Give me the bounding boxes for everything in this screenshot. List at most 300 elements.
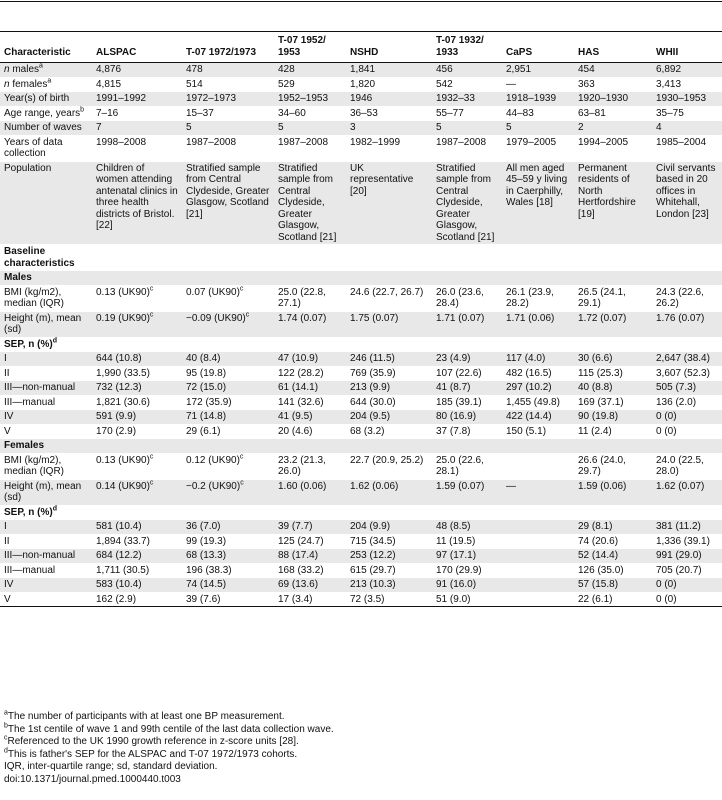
cell-value: 11 (2.4) bbox=[578, 425, 612, 437]
table-cell bbox=[502, 63, 574, 78]
cell-value: 63–81 bbox=[578, 107, 606, 119]
section-row bbox=[0, 245, 722, 271]
table-cell bbox=[432, 285, 502, 311]
table-cell bbox=[574, 479, 652, 505]
cell-value: 90 (19.8) bbox=[578, 411, 619, 422]
table-cell bbox=[432, 245, 502, 271]
cell-value: 2 bbox=[578, 122, 584, 133]
cell-value: 1952–1953 bbox=[278, 93, 329, 104]
table-cell bbox=[92, 92, 182, 107]
table-cell bbox=[346, 106, 432, 121]
table-cell bbox=[274, 549, 346, 564]
table-cell bbox=[502, 395, 574, 410]
table-cell bbox=[346, 453, 432, 479]
table-cell bbox=[652, 578, 722, 593]
cohort-characteristics-table bbox=[0, 31, 722, 607]
table-cell bbox=[274, 563, 346, 578]
footnote-marker: c bbox=[245, 311, 250, 319]
table-cell bbox=[182, 395, 274, 410]
cell-value: 0.12 (UK90) bbox=[186, 454, 240, 466]
cell-value: 24.6 (22.7, 26.7) bbox=[350, 286, 424, 298]
table-cell bbox=[274, 121, 346, 136]
row-label bbox=[0, 106, 92, 121]
footnote-text: The number of participants with at least one BP measurement. bbox=[7, 711, 285, 722]
cell-value: 514 bbox=[186, 78, 203, 90]
cell-value: 297 (10.2) bbox=[506, 382, 552, 393]
cell-value: 482 (16.5) bbox=[506, 367, 552, 379]
cell-value: 71 (14.8) bbox=[186, 411, 227, 422]
table-cell bbox=[652, 395, 722, 410]
table-cell bbox=[92, 63, 182, 78]
cell-value: 23 (4.9) bbox=[436, 353, 471, 364]
table-cell bbox=[652, 92, 722, 107]
table-cell bbox=[432, 366, 502, 381]
row-label-text: Baseline characteristics bbox=[4, 246, 75, 269]
row-label bbox=[0, 505, 92, 520]
cell-value: 1998–2008 bbox=[96, 136, 147, 148]
cell-value: 80 (16.9) bbox=[436, 411, 477, 422]
row-label-text: III—non-manual bbox=[4, 382, 76, 393]
table-cell bbox=[274, 479, 346, 505]
row-label-italic: n bbox=[4, 78, 10, 90]
table-cell bbox=[652, 549, 722, 564]
table-row bbox=[0, 311, 722, 337]
cell-value: 1,455 (49.8) bbox=[506, 396, 560, 408]
footnote-marker: b bbox=[80, 106, 85, 114]
cell-value: 1932–33 bbox=[436, 93, 475, 104]
cell-value: 23.2 (21.3, 26.0) bbox=[278, 454, 326, 477]
cell-value: 26.5 (24.1, 29.1) bbox=[578, 286, 626, 309]
table-cell bbox=[346, 271, 432, 286]
cell-value: 169 (37.1) bbox=[578, 396, 624, 408]
footnote-text: This is father's SEP for the ALSPAC and T-07 1972/1973 cohorts. bbox=[7, 748, 298, 760]
cell-value: 91 (16.0) bbox=[436, 579, 477, 590]
cell-value: 34–60 bbox=[278, 107, 306, 119]
cell-value: 583 (10.4) bbox=[96, 579, 142, 590]
table-cell bbox=[574, 245, 652, 271]
table-cell bbox=[92, 366, 182, 381]
row-label-text: Height (m), mean (sd) bbox=[4, 312, 82, 335]
cell-value: 204 (9.9) bbox=[350, 521, 391, 532]
table-cell bbox=[92, 337, 182, 352]
table-cell bbox=[92, 77, 182, 92]
cell-value: 55–77 bbox=[436, 107, 464, 119]
cell-value: 1987–2008 bbox=[278, 136, 329, 148]
cell-value: 0 (0) bbox=[656, 579, 677, 590]
cell-value: 1982–1999 bbox=[350, 136, 401, 148]
cell-value: Stratified sample from Central Clydeside, Greater Glasgow, Scotland [21] bbox=[278, 162, 337, 243]
table-cell bbox=[92, 424, 182, 439]
cell-value: 48 (8.5) bbox=[436, 521, 471, 532]
cell-value: 478 bbox=[186, 64, 203, 75]
footnote-marker: c bbox=[239, 285, 244, 293]
cell-value: 591 (9.9) bbox=[96, 411, 137, 422]
row-label-text: Population bbox=[4, 162, 52, 174]
row-label-text: Males bbox=[4, 272, 32, 283]
table-cell bbox=[346, 479, 432, 505]
cell-value: 107 (22.6) bbox=[436, 367, 482, 379]
cell-value: 168 (33.2) bbox=[278, 564, 324, 576]
table-cell bbox=[502, 563, 574, 578]
table-cell bbox=[574, 106, 652, 121]
table-cell bbox=[502, 106, 574, 121]
footnote-marker: c bbox=[149, 285, 154, 293]
table-cell bbox=[346, 77, 432, 92]
row-label-text: V bbox=[4, 425, 11, 437]
table-cell bbox=[92, 395, 182, 410]
table-cell bbox=[182, 106, 274, 121]
table-cell bbox=[346, 245, 432, 271]
table-cell bbox=[502, 592, 574, 607]
footnote-mark: d bbox=[4, 747, 8, 755]
table-cell bbox=[432, 135, 502, 161]
table-cell bbox=[182, 479, 274, 505]
table-cell bbox=[574, 410, 652, 425]
table-cell bbox=[92, 285, 182, 311]
cell-value: 162 (2.9) bbox=[96, 593, 137, 605]
cell-value: 136 (2.0) bbox=[656, 396, 697, 408]
footnote-marker: c bbox=[149, 453, 154, 461]
table-cell bbox=[274, 505, 346, 520]
table-cell bbox=[502, 381, 574, 396]
table-cell bbox=[502, 505, 574, 520]
row-label bbox=[0, 92, 92, 107]
table-cell bbox=[574, 77, 652, 92]
table-cell bbox=[652, 410, 722, 425]
cell-value: 11 (19.5) bbox=[436, 535, 476, 547]
cell-value: 769 (35.9) bbox=[350, 367, 396, 379]
table-cell bbox=[652, 285, 722, 311]
table-cell bbox=[274, 135, 346, 161]
cell-value: 684 (12.2) bbox=[96, 550, 142, 561]
cell-value: 24.3 (22.6, 26.2) bbox=[656, 286, 704, 309]
footnote-marker: d bbox=[52, 505, 57, 513]
table-cell bbox=[92, 161, 182, 245]
table-cell bbox=[502, 366, 574, 381]
cell-value: 1979–2005 bbox=[506, 136, 557, 148]
table-cell bbox=[432, 479, 502, 505]
cell-value: 126 (35.0) bbox=[578, 564, 624, 576]
row-label bbox=[0, 135, 92, 161]
table-cell bbox=[652, 563, 722, 578]
cell-value: 0.19 (UK90) bbox=[96, 312, 150, 324]
table-cell bbox=[182, 592, 274, 607]
row-label bbox=[0, 534, 92, 549]
column-header: Characteristic bbox=[0, 32, 92, 63]
cell-value: 35–75 bbox=[656, 107, 684, 119]
row-label bbox=[0, 520, 92, 535]
table-cell bbox=[92, 453, 182, 479]
footnote-text: IQR, inter-quartile range; sd, standard deviation. bbox=[4, 761, 218, 772]
footnote bbox=[4, 774, 334, 787]
table-cell bbox=[432, 352, 502, 367]
row-label-text: II bbox=[4, 535, 10, 547]
cell-value: 41 (9.5) bbox=[278, 411, 313, 422]
cell-value: 1930–1953 bbox=[656, 93, 707, 104]
table-row bbox=[0, 592, 722, 607]
cell-value: 0.13 (UK90) bbox=[96, 286, 150, 298]
cell-value: 1987–2008 bbox=[186, 136, 237, 148]
table-cell bbox=[502, 424, 574, 439]
cell-value: −0.2 (UK90) bbox=[186, 480, 241, 492]
row-label-text: BMI (kg/m2), median (IQR) bbox=[4, 454, 65, 477]
cell-value: 39 (7.6) bbox=[186, 593, 221, 605]
section-row bbox=[0, 439, 722, 454]
cell-value: 1.62 (0.06) bbox=[350, 480, 399, 492]
cell-value: Stratified sample from Central Clydeside, Greater Glasgow, Scotland [21] bbox=[436, 162, 495, 243]
table-cell bbox=[502, 285, 574, 311]
column-header: NSHD bbox=[346, 32, 432, 63]
cell-value: 1.72 (0.07) bbox=[578, 312, 627, 324]
table-cell bbox=[182, 352, 274, 367]
cell-value: 68 (13.3) bbox=[186, 550, 227, 561]
table-cell bbox=[432, 337, 502, 352]
table-cell bbox=[274, 311, 346, 337]
cell-value: 52 (14.4) bbox=[578, 550, 619, 561]
row-label-text: IV bbox=[4, 579, 14, 590]
table-footnotes bbox=[4, 711, 334, 786]
cell-value: 2,951 bbox=[506, 64, 532, 75]
table-row bbox=[0, 366, 722, 381]
table-cell bbox=[182, 578, 274, 593]
cell-value: 44–83 bbox=[506, 107, 534, 119]
row-label-text: SEP, n (%) bbox=[4, 506, 53, 518]
row-label-text: males bbox=[9, 64, 40, 75]
footnote-mark: a bbox=[4, 709, 8, 717]
cell-value: 74 (14.5) bbox=[186, 579, 227, 590]
table-cell bbox=[432, 77, 502, 92]
row-label bbox=[0, 549, 92, 564]
table-cell bbox=[502, 549, 574, 564]
row-label-text: BMI (kg/m2), median (IQR) bbox=[4, 286, 65, 309]
cell-value: 991 (29.0) bbox=[656, 550, 702, 561]
table-cell bbox=[92, 592, 182, 607]
table-cell bbox=[346, 121, 432, 136]
table-cell bbox=[274, 352, 346, 367]
table-cell bbox=[346, 366, 432, 381]
table-cell bbox=[432, 106, 502, 121]
cell-value: 505 (7.3) bbox=[656, 382, 697, 393]
table-cell bbox=[274, 271, 346, 286]
footnote bbox=[4, 711, 334, 724]
cell-value: 39 (7.7) bbox=[278, 521, 313, 532]
table-cell bbox=[574, 578, 652, 593]
cell-value: 22 (6.1) bbox=[578, 593, 613, 605]
row-label-text: I bbox=[4, 353, 7, 364]
table-cell bbox=[92, 505, 182, 520]
cell-value: 26.0 (23.6, 28.4) bbox=[436, 286, 484, 309]
footnote-marker: d bbox=[52, 337, 57, 345]
cell-value: 4 bbox=[656, 122, 662, 133]
table-cell bbox=[346, 161, 432, 245]
row-label bbox=[0, 77, 92, 92]
cell-value: 542 bbox=[436, 78, 453, 90]
cell-value: 1.60 (0.06) bbox=[278, 480, 327, 492]
cell-value: 29 (8.1) bbox=[578, 521, 613, 532]
table-cell bbox=[652, 479, 722, 505]
table-cell bbox=[574, 505, 652, 520]
table-cell bbox=[432, 63, 502, 78]
footnote-marker: a bbox=[39, 62, 43, 70]
table-cell bbox=[432, 563, 502, 578]
cell-value: 40 (8.4) bbox=[186, 353, 221, 364]
table-cell bbox=[346, 63, 432, 78]
cell-value: 7–16 bbox=[96, 107, 119, 119]
table-cell bbox=[652, 135, 722, 161]
table-cell bbox=[432, 161, 502, 245]
table-cell bbox=[574, 439, 652, 454]
table-cell bbox=[432, 439, 502, 454]
cell-value: 117 (4.0) bbox=[506, 353, 546, 364]
table-cell bbox=[502, 439, 574, 454]
table-cell bbox=[652, 520, 722, 535]
cell-value: 1991–1992 bbox=[96, 93, 147, 104]
table-cell bbox=[502, 479, 574, 505]
cell-value: 36 (7.0) bbox=[186, 521, 221, 532]
cell-value: 172 (35.9) bbox=[186, 396, 232, 408]
cell-value: 2,647 (38.4) bbox=[656, 353, 710, 364]
row-label bbox=[0, 410, 92, 425]
column-header: T-07 1952/ 1953 bbox=[274, 32, 346, 63]
table-cell bbox=[502, 534, 574, 549]
cell-value: 41 (8.7) bbox=[436, 382, 471, 393]
cell-value: 428 bbox=[278, 64, 295, 75]
table-cell bbox=[274, 410, 346, 425]
table-cell bbox=[432, 592, 502, 607]
table-cell bbox=[652, 337, 722, 352]
table-cell bbox=[346, 578, 432, 593]
row-label-text: V bbox=[4, 593, 11, 605]
table-cell bbox=[574, 424, 652, 439]
table-cell bbox=[182, 285, 274, 311]
row-label bbox=[0, 352, 92, 367]
footnote bbox=[4, 724, 334, 737]
cell-value: 22.7 (20.9, 25.2) bbox=[350, 454, 424, 466]
table-cell bbox=[274, 424, 346, 439]
table-row bbox=[0, 121, 722, 136]
footnote-text: doi:10.1371/journal.pmed.1000440.t003 bbox=[4, 773, 181, 785]
table-cell bbox=[182, 534, 274, 549]
cell-value: 5 bbox=[186, 122, 192, 133]
row-label-italic: n bbox=[4, 64, 10, 75]
table-cell bbox=[502, 135, 574, 161]
table-cell bbox=[92, 563, 182, 578]
row-label-text: Females bbox=[4, 440, 45, 451]
cell-value: 6,892 bbox=[656, 64, 682, 75]
table-cell bbox=[92, 121, 182, 136]
table-cell bbox=[574, 121, 652, 136]
table-cell bbox=[92, 439, 182, 454]
table-cell bbox=[346, 563, 432, 578]
row-label bbox=[0, 563, 92, 578]
table-header-row bbox=[0, 32, 722, 63]
table-cell bbox=[432, 121, 502, 136]
cell-value: 1.76 (0.07) bbox=[656, 312, 705, 324]
column-header: ALSPAC bbox=[92, 32, 182, 63]
cell-value: 30 (6.6) bbox=[578, 353, 613, 364]
table-cell bbox=[346, 311, 432, 337]
cell-value: 715 (34.5) bbox=[350, 535, 396, 547]
cell-value: 115 (25.3) bbox=[578, 367, 623, 379]
cell-value: 29 (6.1) bbox=[186, 425, 221, 437]
table-cell bbox=[274, 92, 346, 107]
cell-value: 24.0 (22.5, 28.0) bbox=[656, 454, 704, 477]
table-cell bbox=[346, 520, 432, 535]
table-cell bbox=[346, 549, 432, 564]
table-cell bbox=[182, 245, 274, 271]
table-row bbox=[0, 63, 722, 78]
cell-value: 25.0 (22.8, 27.1) bbox=[278, 286, 326, 309]
row-label bbox=[0, 453, 92, 479]
table-cell bbox=[432, 549, 502, 564]
cell-value: 213 (9.9) bbox=[350, 382, 391, 393]
cell-value: 1,820 bbox=[350, 78, 376, 90]
table-row bbox=[0, 520, 722, 535]
table-cell bbox=[274, 106, 346, 121]
footnote bbox=[4, 749, 334, 762]
row-label-text: III—manual bbox=[4, 396, 56, 408]
table-cell bbox=[92, 479, 182, 505]
cell-value: 644 (30.0) bbox=[350, 396, 396, 408]
table-cell bbox=[274, 77, 346, 92]
cell-value: 363 bbox=[578, 78, 595, 90]
table-cell bbox=[92, 410, 182, 425]
cell-value: 615 (29.7) bbox=[350, 564, 396, 576]
cell-value: 4,876 bbox=[96, 64, 122, 75]
cell-value: 125 (24.7) bbox=[278, 535, 324, 547]
table-cell bbox=[652, 424, 722, 439]
cell-value: Stratified sample from Central Clydeside, Greater Glasgow, Scotland [21] bbox=[186, 162, 270, 220]
table-cell bbox=[346, 381, 432, 396]
cell-value: 1994–2005 bbox=[578, 136, 629, 148]
table-cell bbox=[92, 352, 182, 367]
cell-value: 26.6 (24.0, 29.7) bbox=[578, 454, 626, 477]
table-cell bbox=[652, 534, 722, 549]
footnote-marker: c bbox=[239, 453, 244, 461]
table-cell bbox=[346, 337, 432, 352]
row-label-text: Year(s) of birth bbox=[4, 93, 70, 104]
cell-value: 1,894 (33.7) bbox=[96, 535, 150, 547]
table-cell bbox=[502, 245, 574, 271]
row-label bbox=[0, 592, 92, 607]
cell-value: 381 (11.2) bbox=[656, 521, 701, 532]
table-cell bbox=[182, 77, 274, 92]
row-label-text: Number of waves bbox=[4, 122, 82, 133]
table-cell bbox=[652, 453, 722, 479]
column-header: WHII bbox=[652, 32, 722, 63]
table-cell bbox=[652, 381, 722, 396]
cell-value: 1972–1973 bbox=[186, 93, 237, 104]
cell-value: 1.71 (0.07) bbox=[436, 312, 485, 324]
cell-value: 644 (10.8) bbox=[96, 353, 142, 364]
table-row bbox=[0, 381, 722, 396]
row-label-text: II bbox=[4, 367, 10, 379]
table-row bbox=[0, 534, 722, 549]
table-row bbox=[0, 77, 722, 92]
table-cell bbox=[502, 337, 574, 352]
footnote-marker: c bbox=[149, 311, 154, 319]
table-cell bbox=[92, 311, 182, 337]
table-cell bbox=[274, 366, 346, 381]
row-label bbox=[0, 395, 92, 410]
table-cell bbox=[502, 121, 574, 136]
column-header: T-07 1932/ 1933 bbox=[432, 32, 502, 63]
table-cell bbox=[432, 453, 502, 479]
row-label-text: Years of data collection bbox=[4, 136, 63, 159]
cell-value: All men aged 45–59 y living in Caerphilly, Wales [18] bbox=[506, 162, 568, 208]
table-cell bbox=[346, 534, 432, 549]
table-row bbox=[0, 453, 722, 479]
